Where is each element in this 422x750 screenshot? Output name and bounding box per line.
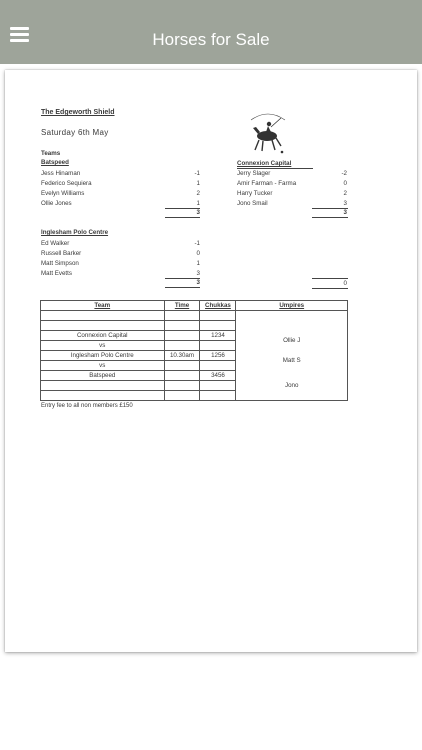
extra-total: 0: [343, 280, 347, 287]
schedule-table: [40, 300, 348, 401]
team-a-total: 3: [196, 209, 200, 216]
time-cell: [164, 371, 200, 381]
table-row: [41, 331, 348, 341]
player-name: Russell Barker: [41, 250, 82, 257]
header-umpires: Umpires: [236, 301, 348, 311]
player-name: Amir Farman - Farma: [237, 180, 297, 187]
player-name: Matt Simpson: [41, 260, 79, 267]
team-b-name: Connexion Capital: [237, 160, 292, 167]
player-name: Jerry Slager: [237, 170, 271, 177]
time-cell: 10.30am: [164, 351, 200, 361]
entry-fee-note: Entry fee to all non members £150: [41, 403, 133, 409]
player-name: Jono Smail: [237, 200, 268, 207]
player-name: Federico Sequiera: [41, 180, 92, 187]
chukkas-cell: 1256: [200, 351, 236, 361]
player-handicap: -2: [341, 170, 347, 177]
umpire-cell: Ollie J: [236, 331, 348, 351]
time-cell: [164, 341, 200, 351]
team-cell: Batspeed: [41, 371, 165, 381]
player-handicap: 1: [196, 200, 200, 207]
chukkas-cell: [200, 341, 236, 351]
header-chukkas: Chukkas: [200, 301, 236, 311]
player-handicap: 0: [343, 180, 347, 187]
total-underline: [312, 288, 348, 289]
player-name: Ed Walker: [41, 240, 70, 247]
total-underline: [312, 217, 348, 218]
player-handicap: 1: [196, 180, 200, 187]
chukkas-cell: [200, 361, 236, 371]
document-page[interactable]: [5, 70, 417, 652]
player-handicap: 1: [196, 260, 200, 267]
polo-player-logo: [245, 110, 291, 156]
team-c-total: 3: [196, 279, 200, 286]
team-cell: Inglesham Polo Centre: [41, 351, 165, 361]
player-name: Harry Tucker: [237, 190, 273, 197]
player-handicap: 0: [196, 250, 200, 257]
table-row: [41, 311, 348, 321]
total-underline: [165, 287, 200, 288]
header-team: Team: [41, 301, 165, 311]
team-cell: vs: [41, 361, 165, 371]
player-name: Jess Hinaman: [41, 170, 81, 177]
team-b-total: 3: [343, 209, 347, 216]
team-cell: vs: [41, 341, 165, 351]
player-name: Evelyn Williams: [41, 190, 85, 197]
app-bar: [0, 0, 422, 64]
table-header-row: [41, 301, 348, 311]
time-cell: [164, 361, 200, 371]
app-title: Horses for Sale: [152, 30, 270, 49]
player-handicap: -1: [194, 170, 200, 177]
table-row: [41, 351, 348, 361]
teams-label: Teams: [41, 150, 61, 157]
player-handicap: 2: [343, 190, 347, 197]
umpire-cell: Jono: [236, 371, 348, 401]
chukkas-cell: 1234: [200, 331, 236, 341]
event-title: The Edgeworth Shield: [41, 109, 115, 116]
team-a-name: Batspeed: [41, 159, 69, 166]
time-cell: [164, 331, 200, 341]
player-handicap: 2: [196, 190, 200, 197]
table-row: [41, 371, 348, 381]
chukkas-cell: 3456: [200, 371, 236, 381]
team-cell: Connexion Capital: [41, 331, 165, 341]
total-underline: [165, 217, 200, 218]
team-c-name: Inglesham Polo Centre: [41, 229, 109, 236]
player-handicap: 3: [343, 200, 347, 207]
player-handicap: -1: [194, 240, 200, 247]
event-date: Saturday 6th May: [41, 128, 109, 137]
umpire-cell: Matt S: [236, 351, 348, 371]
header-time: Time: [164, 301, 200, 311]
player-name: Ollie Jones: [41, 200, 72, 207]
player-handicap: 3: [196, 270, 200, 277]
document-content: [5, 70, 417, 652]
player-name: Matt Evetts: [41, 270, 72, 277]
